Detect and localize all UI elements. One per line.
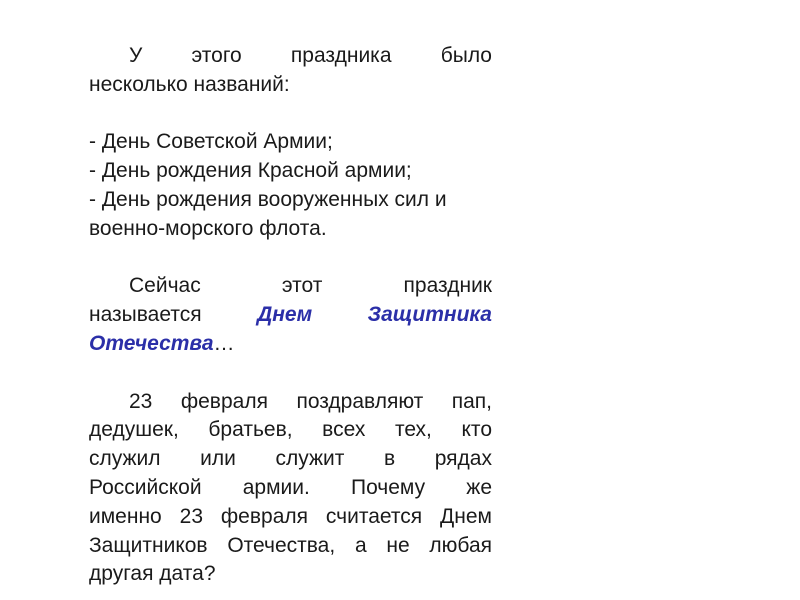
- slide-text: [89, 42, 492, 589]
- text-line: [89, 330, 492, 359]
- text-line: У этого праздника было: [129, 44, 492, 67]
- list-item: - День рождения Красной армии;: [89, 159, 412, 183]
- paragraph-current-name: [89, 272, 492, 358]
- text-fragment: называется: [89, 303, 202, 327]
- text-line: служил или служит в рядах: [89, 447, 492, 471]
- text-line: Сейчас этот праздник: [129, 274, 492, 298]
- list-item: - День Советской Армии;: [89, 130, 333, 154]
- holiday-name-highlight: Днем Защитника: [257, 303, 492, 327]
- ellipsis: …: [213, 331, 235, 355]
- text-line: несколько названий:: [89, 72, 290, 96]
- text-line: именно 23 февраля считается Днем: [89, 504, 492, 528]
- spacer: [89, 100, 492, 129]
- list-item: военно-морского флота.: [89, 216, 327, 240]
- list-item: - День рождения вооруженных сил и: [89, 187, 447, 211]
- text-line: дедушек, братьев, всех тех, кто: [89, 418, 492, 442]
- text-line: другая дата?: [89, 562, 216, 586]
- paragraph-question: [89, 388, 492, 590]
- spacer: [89, 359, 492, 388]
- spacer: [89, 244, 492, 273]
- holiday-names-list: [89, 128, 492, 243]
- text-line: 23 февраля поздравляют пап,: [129, 389, 492, 413]
- text-line: Защитников Отечества, а не любая: [89, 533, 492, 557]
- text-line: Российской армии. Почему же: [89, 475, 492, 499]
- paragraph-names-intro: [89, 42, 492, 100]
- text-line: [89, 301, 492, 330]
- holiday-name-highlight: Отечества: [89, 331, 214, 355]
